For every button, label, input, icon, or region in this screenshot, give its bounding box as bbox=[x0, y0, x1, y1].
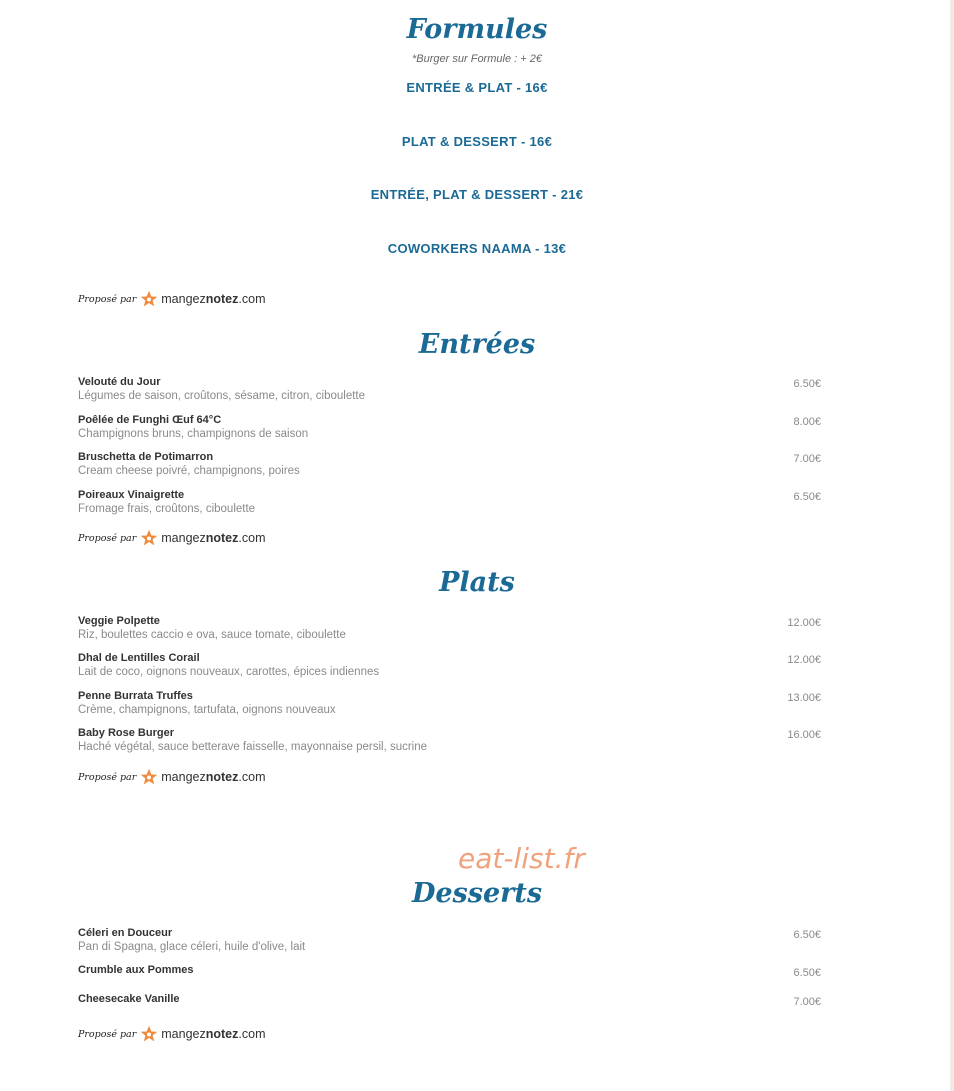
item-price: 6.50€ bbox=[793, 378, 821, 390]
item-description: Légumes de saison, croûtons, sésame, citron, ciboulette bbox=[78, 390, 366, 402]
menu-item bbox=[78, 963, 848, 977]
star-logo-icon bbox=[140, 1025, 158, 1043]
menu-item bbox=[78, 488, 848, 517]
watermark: eat-list.fr bbox=[458, 842, 585, 875]
menu-item bbox=[78, 614, 848, 643]
credit-brand: mangeznotez.com bbox=[161, 770, 266, 784]
item-price: 7.00€ bbox=[793, 453, 821, 465]
star-logo-icon bbox=[140, 768, 158, 786]
formule-plat-dessert: PLAT & DESSERT - 16€ bbox=[401, 134, 553, 149]
item-description: Champignons bruns, champignons de saison bbox=[78, 428, 309, 440]
page-edge bbox=[950, 0, 954, 1091]
menu-item bbox=[78, 926, 848, 955]
item-price: 12.00€ bbox=[787, 654, 821, 666]
item-price: 12.00€ bbox=[787, 617, 821, 629]
credit-brand: mangeznotez.com bbox=[161, 292, 266, 306]
menu-item bbox=[78, 726, 848, 755]
item-price: 13.00€ bbox=[787, 692, 821, 704]
menu-item bbox=[78, 689, 848, 718]
star-logo-icon bbox=[140, 529, 158, 547]
item-price: 6.50€ bbox=[793, 929, 821, 941]
item-name: Veggie Polpette bbox=[78, 615, 160, 627]
menu-item bbox=[78, 992, 848, 1006]
item-description: Crème, champignons, tartufata, oignons nouveaux bbox=[78, 704, 336, 716]
item-price: 8.00€ bbox=[793, 416, 821, 428]
credit-prefix: Proposé par bbox=[78, 293, 137, 305]
item-description: Cream cheese poivré, champignons, poires bbox=[78, 465, 300, 477]
item-price: 6.50€ bbox=[793, 967, 821, 979]
plats-title: Plats bbox=[439, 567, 515, 598]
credit-prefix: Proposé par bbox=[78, 1028, 137, 1040]
item-name: Velouté du Jour bbox=[78, 376, 161, 388]
menu-item bbox=[78, 450, 848, 479]
item-description: Pan di Spagna, glace céleri, huile d'olive, lait bbox=[78, 941, 306, 953]
credit-brand: mangeznotez.com bbox=[161, 1027, 266, 1041]
credit-prefix: Proposé par bbox=[78, 532, 137, 544]
item-description: Haché végétal, sauce betterave faisselle, mayonnaise persil, sucrine bbox=[78, 741, 428, 753]
credit-mangeznotez-1[interactable] bbox=[78, 289, 265, 309]
item-description: Riz, boulettes caccio e ova, sauce tomate, ciboulette bbox=[78, 629, 346, 641]
formule-entree-plat-dessert: ENTRÉE, PLAT & DESSERT - 21€ bbox=[370, 187, 584, 202]
item-price: 6.50€ bbox=[793, 491, 821, 503]
formule-coworkers: COWORKERS NAAMA - 13€ bbox=[387, 241, 567, 256]
menu-item bbox=[78, 375, 848, 404]
formules-note: *Burger sur Formule : + 2€ bbox=[412, 53, 542, 65]
credit-mangeznotez-3[interactable] bbox=[78, 767, 265, 787]
credit-prefix: Proposé par bbox=[78, 771, 137, 783]
item-name: Poireaux Vinaigrette bbox=[78, 489, 185, 501]
item-name: Cheesecake Vanille bbox=[78, 993, 180, 1005]
formule-entree-plat: ENTRÉE & PLAT - 16€ bbox=[406, 80, 548, 95]
item-price: 16.00€ bbox=[787, 729, 821, 741]
item-name: Baby Rose Burger bbox=[78, 727, 174, 739]
credit-brand: mangeznotez.com bbox=[161, 531, 266, 545]
item-price: 7.00€ bbox=[793, 996, 821, 1008]
formules-title: Formules bbox=[406, 14, 548, 45]
item-name: Penne Burrata Truffes bbox=[78, 690, 193, 702]
item-name: Bruschetta de Potimarron bbox=[78, 451, 214, 463]
desserts-title: Desserts bbox=[411, 878, 543, 909]
item-description: Lait de coco, oignons nouveaux, carottes, épices indiennes bbox=[78, 666, 380, 678]
credit-mangeznotez-4[interactable] bbox=[78, 1024, 265, 1044]
star-logo-icon bbox=[140, 290, 158, 308]
item-description: Fromage frais, croûtons, ciboulette bbox=[78, 503, 256, 515]
credit-mangeznotez-2[interactable] bbox=[78, 528, 265, 548]
entrees-title: Entrées bbox=[418, 329, 536, 360]
menu-item bbox=[78, 413, 848, 442]
item-name: Dhal de Lentilles Corail bbox=[78, 652, 200, 664]
item-name: Crumble aux Pommes bbox=[78, 964, 194, 976]
item-name: Céleri en Douceur bbox=[78, 927, 173, 939]
item-name: Poêlée de Funghi Œuf 64°C bbox=[78, 414, 222, 426]
menu-item bbox=[78, 651, 848, 680]
